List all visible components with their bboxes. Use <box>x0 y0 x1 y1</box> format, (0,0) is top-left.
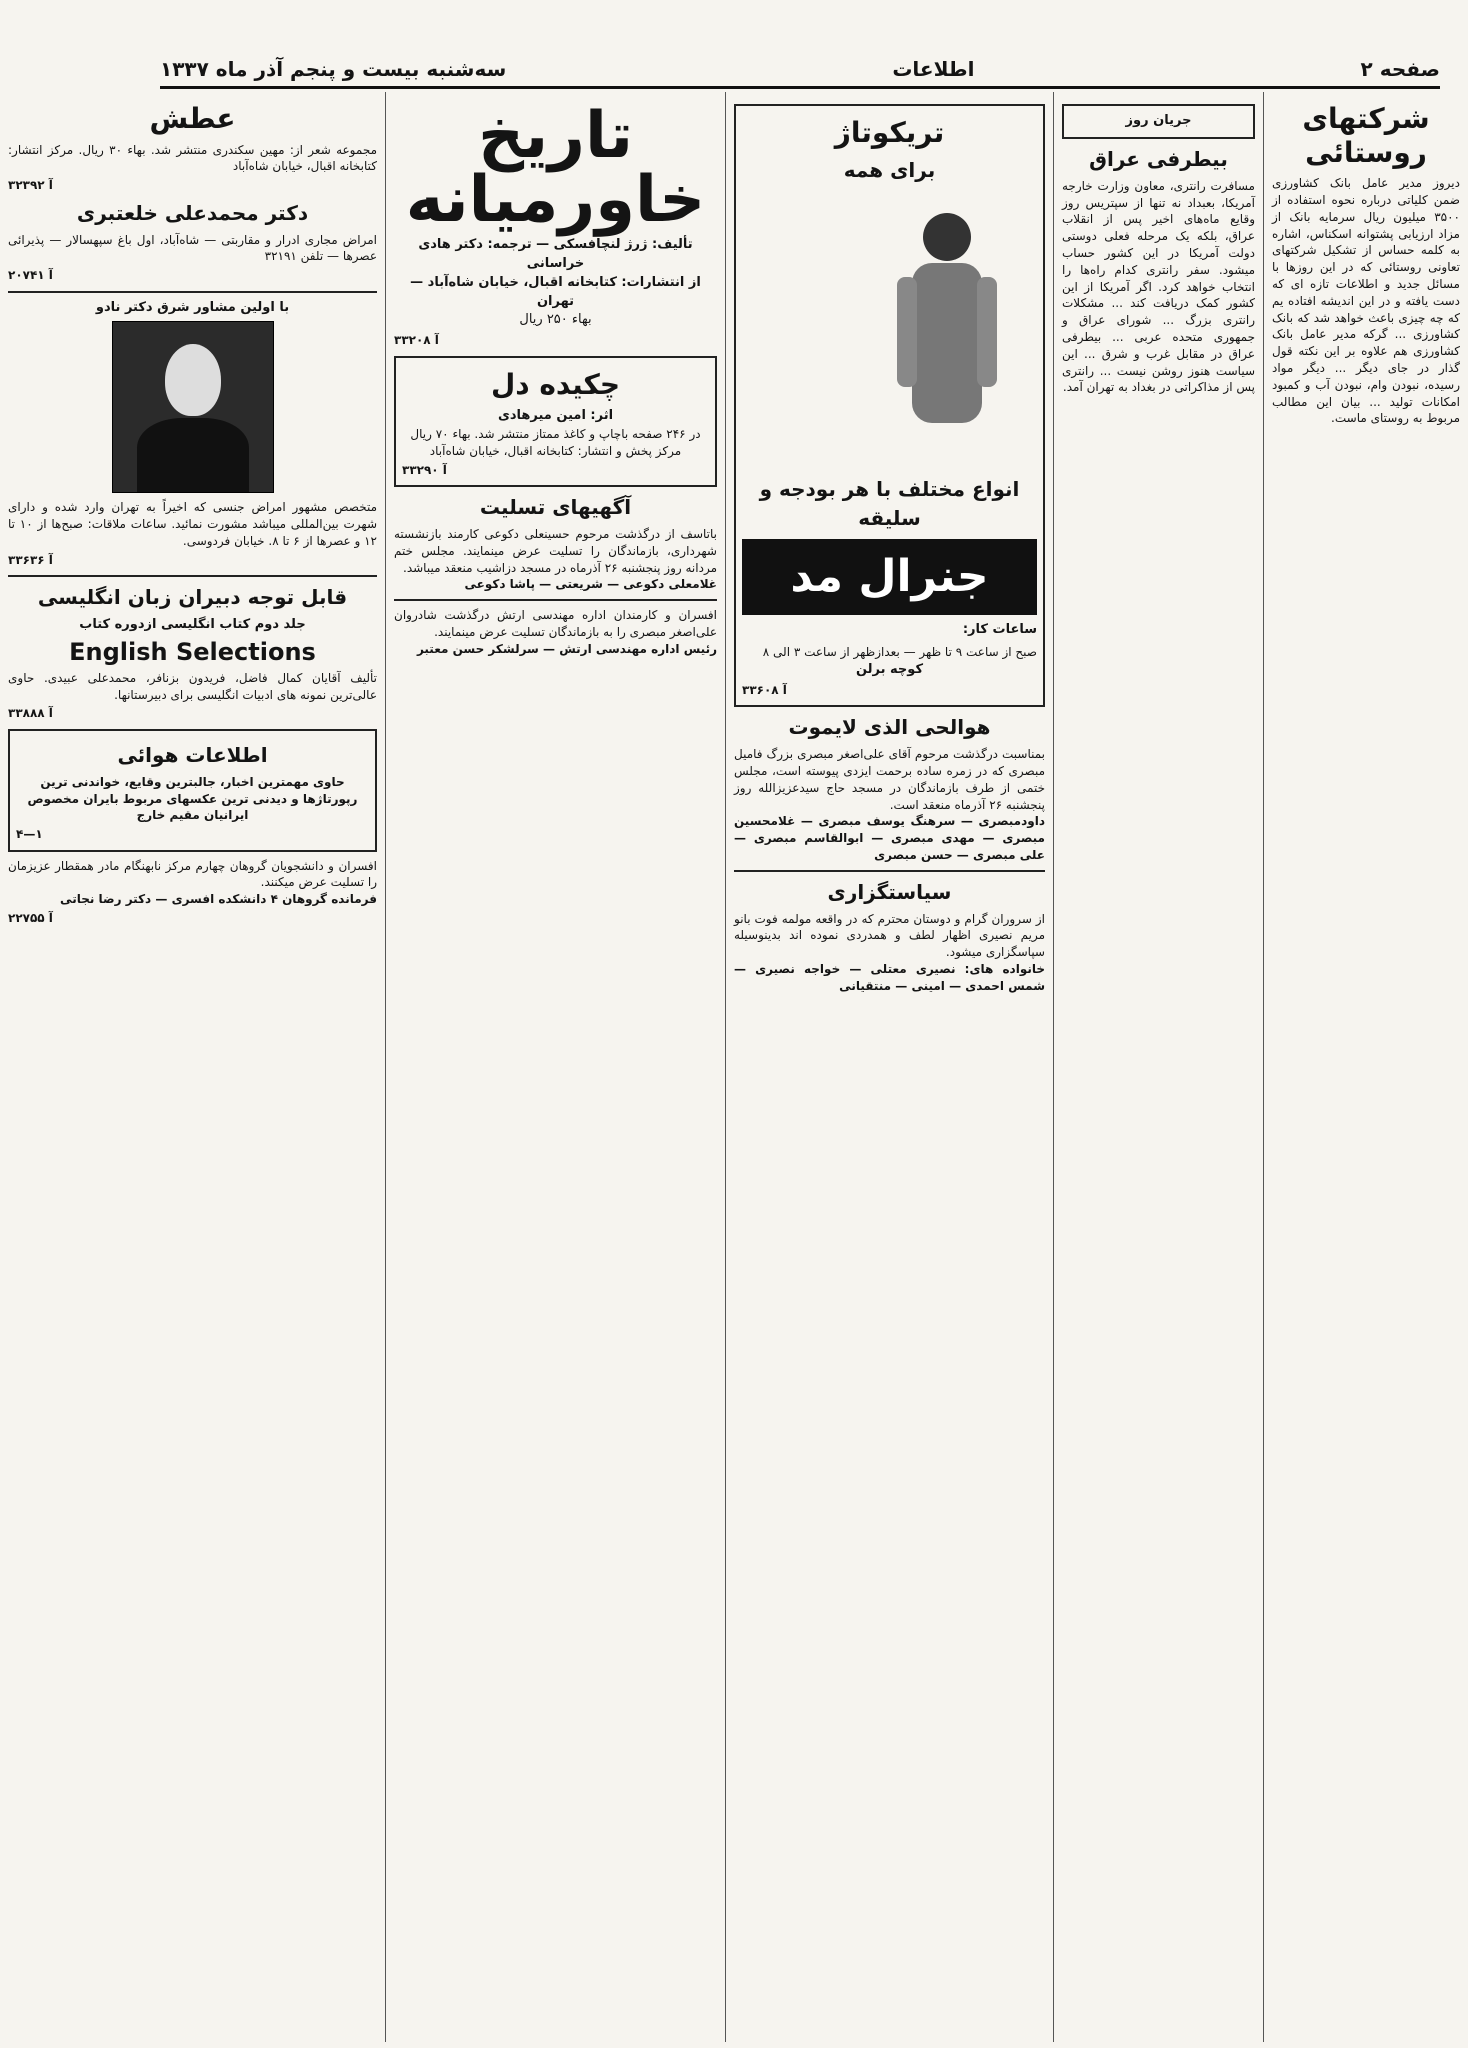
heart-title: چکیده دل <box>490 367 620 401</box>
address: کوچه برلن <box>855 661 924 677</box>
obit-body: بمناسبت درگذشت مرحوم آقای علی‌اصغر مبصری بزرگ فامیل مبصری که در زمره ساده برحمت ایزدی پیوسته است، مجلس ختمی از طرف بازماندگان در مسجد حاج سیدعزیزالله روز پنجشنبه ۲۶ آذرماه منعقد است. <box>734 747 1045 812</box>
thirst-ref: آ ۳۲۳۹۲ <box>8 178 53 193</box>
advisor-title: با اولین مشاور شرق دکتر نادو <box>95 299 290 315</box>
politics-body: از سروران گرام و دوستان محترم که در واقعه مولمه فوت بانو مریم نصیری اظهار لطف و همدردی نموده اند بدینوسیله سپاسگزاری میشود. <box>734 911 1045 960</box>
english-body: تألیف آقایان کمال فاضل، فریدون بزنافر، محمدعلی عبیدی. حاوی عالی‌ترین نمونه های ادبیات انگلیسی برای دبیرستانها. <box>8 670 377 702</box>
rural-body: دیروز مدیر عامل بانک کشاورزی ضمن کلیاتی درباره نحوه استفاده از ۳۵۰۰ میلیون ریال سرمایه بانک از مزاد ارزیابی پشتوانه اسکناس، اشاره به کلمه حساس از تشکیل شرکتهای تعاونی روستائی که در این روزها با مسائل جدید و اطلاعات تازه ای که دست یافته و در این اندیشه افتاده یم که چه چیزی باعث خواهد شد که بانک کشاورزی ... گرکه مدیر عامل بانک کشاورزی هم علاوه بر این نکته قول گذار در جای دیگر ... دیگر مواد رسیده، نبودن وام، نبودن آب و کمبود امکانات تولید ... بیان این مطالب مربوط به روستای ماست. <box>1272 176 1460 426</box>
sympathy-title: آگهیهای تسلیت <box>479 495 632 520</box>
obit-names: داودمبصری — سرهنگ یوسف مبصری — غلامحسین مبصری — مهدی مبصری — ابوالقاسم مبصری — علی مبصری — حسن مبصری <box>734 814 1045 862</box>
column-label: جریان روز <box>1062 104 1255 139</box>
doctor-photo <box>112 321 274 493</box>
divider <box>8 291 377 293</box>
condolence-body: افسران و دانشجویان گروهان چهارم مرکز نابهنگام مادر همقطار عزیزمان را تسلیت عرض میکنند. <box>8 858 377 890</box>
book-publisher: از انتشارات: کتابخانه اقبال، خیابان شاه‌آباد — تهران <box>410 274 701 309</box>
hours: صبح از ساعت ۹ تا ظهر — بعدازظهر از ساعت ۳ الی ۸ <box>762 645 1037 660</box>
heart-box <box>394 356 717 487</box>
hours-label: ساعات کار: <box>962 622 1037 638</box>
doctor-ref: آ ۲۰۷۴۱ <box>8 268 53 283</box>
heart-center: مرکز پخش و انتشار: کتابخانه اقبال، خیابان شاه‌آباد <box>429 443 682 458</box>
iraq-title: بیطرفی عراق <box>1089 146 1228 171</box>
thirst-body: مجموعه شعر از: مهین سکندری منتشر شد. بهاء ۳۰ ریال. مرکز انتشار: کتابخانه اقبال، خیابان شاه‌آباد <box>8 142 377 174</box>
divider <box>394 599 717 601</box>
iraq-body: مسافرت رانتری، معاون وزارت خارجه آمریکا، بعبداد نه تنها از سپتریس روز وقایع ماه‌های اخیر پس از انقلاب عراق، بلکه یک مرحله فعلی دوستی دولت آمریکا در این کشور حساب میشود. سفر رانتری کدام راه‌ها را انتخاب خواهد کرد. اگر آمریکا از این کشور کمک دریافت کند ... مشکلات رانتری بزرگ ... شورای عراق و جمهوری متحده عربی ... بیطرفی عراق در مقابل غرب و شرق ... این سیاست هنوز روشن نیست ... رانتری پس از مذاکراتی در بغداد به تهران آمد. <box>1062 178 1255 395</box>
advisor-ref: آ ۳۳۶۳۶ <box>8 552 53 567</box>
divider <box>8 575 377 577</box>
ad-ref: آ ۳۳۶۰۸ <box>742 682 787 697</box>
tricot-line1: تریکوتاژ <box>834 116 945 149</box>
sympathy2-body: افسران و کارمندان اداره مهندسی ارتش درگذشت شادروان علی‌اصغر مبصری را به بازماندگان تسلیت عرض مینمایند. <box>394 608 717 640</box>
english-sub: جلد دوم کتاب انگلیسی ازدوره کتاب <box>79 617 306 633</box>
politics-title: سیاستگزاری <box>827 879 952 904</box>
condolence-names: فرمانده گروهان ۴ دانشکده افسری — دکتر رضا نجاتی <box>60 892 377 907</box>
column-notices <box>0 92 385 2042</box>
advisor-body: متخصص مشهور امراض جنسی که اخیراً به تهران وارد شده و دارای شهرت بین‌المللی میباشد مشورت نمائید. ساعات ملاقات: صبح‌ها از ۱۰ تا ۱۲ و عصرها از ۶ تا ۸. خیابان فردوسی. <box>8 500 378 548</box>
english-ref: آ ۳۳۸۸۸ <box>8 706 53 721</box>
column-rural <box>1263 92 1468 2042</box>
tricot-body: انواع مختلف با هر بودجه و سلیقه <box>759 477 1020 531</box>
tricot-ad <box>734 104 1045 707</box>
divider <box>734 870 1045 872</box>
book-author: تألیف: ژرژ لنچافسکی — ترجمه: دکتر هادی خراسانی <box>418 237 693 271</box>
book-ref: آ ۳۳۲۰۸ <box>394 333 439 348</box>
sympathy2-names: رئیس اداره مهندسی ارتش — سرلشکر حسن معتبر <box>416 641 717 656</box>
dress-illustration <box>857 197 1037 457</box>
tricot-line2: برای همه <box>843 157 936 182</box>
masthead <box>160 52 1440 89</box>
doctor-name: دکتر محمدعلی خلعتبری <box>76 200 309 225</box>
brand-logo: جنرال مد <box>742 539 1037 615</box>
sympathy-names: غلامعلی دکوعی — شریعتی — پاشا دکوعی <box>464 577 717 592</box>
air-title: اطلاعات هوائی <box>117 742 268 767</box>
english-title: قابل توجه دبیران زبان انگلیسی <box>37 585 348 610</box>
heart-ref: آ ۳۳۲۹۰ <box>402 462 447 477</box>
thirst-title: عطش <box>149 102 236 135</box>
book-title: تاریخ خاورمیانه <box>405 99 706 237</box>
rural-title: شرکتهای روستائی <box>1302 102 1430 169</box>
paper-name: اطلاعات <box>892 57 975 81</box>
doctor-body: امراض مجاری ادرار و مقاربتی — شاه‌آباد، اول باغ سپهسالار — پذیرائی عصرها — تلفن ۳۲۱۹۱ <box>8 232 377 264</box>
obit-title: هوالحی الذی لایموت <box>788 715 991 740</box>
sympathy-body: باتاسف از درگذشت مرحوم حسینعلی دکوعی کارمند بازنشسته شهرداری، بازماندگان را تسلیت عرض مینمایند. مجلس ختم مردانه روز پنجشنبه ۲۶ آذرماه در مسجد دزاشیب منعقد میباشد. <box>394 527 717 575</box>
column-books <box>385 92 725 2042</box>
air-body: حاوی مهمترین اخبار، جالبترین وقایع، خواندنی ترین رپورتاژها و دیدنی ترین عکسهای مربوط بایران مخصوص ایرانیان مقیم خارج <box>27 774 358 823</box>
english-en: English Selections <box>69 638 316 667</box>
condolence-ref: آ ۲۲۷۵۵ <box>8 910 53 925</box>
air-box <box>8 729 377 852</box>
heart-author: اثر: امین میرهادی <box>497 408 614 424</box>
politics-names: خانواده های: نصیری معتلی — خواجه نصیری — شمس احمدی — امینی — منتقیانی <box>734 962 1045 993</box>
issue-date: سه‌شنبه بیست و پنجم آذر ماه ۱۳۳۷ <box>160 57 507 81</box>
heart-body: در ۲۴۶ صفحه باچاپ و کاغذ ممتاز منتشر شد. بهاء ۷۰ ریال <box>410 427 701 442</box>
column-iraq <box>1053 92 1263 2042</box>
column-ads <box>725 92 1053 2042</box>
air-ref: ۱—۴ <box>16 827 43 842</box>
book-price: بهاء ۲۵۰ ریال <box>519 312 592 328</box>
page-number: صفحه ۲ <box>1360 57 1440 81</box>
